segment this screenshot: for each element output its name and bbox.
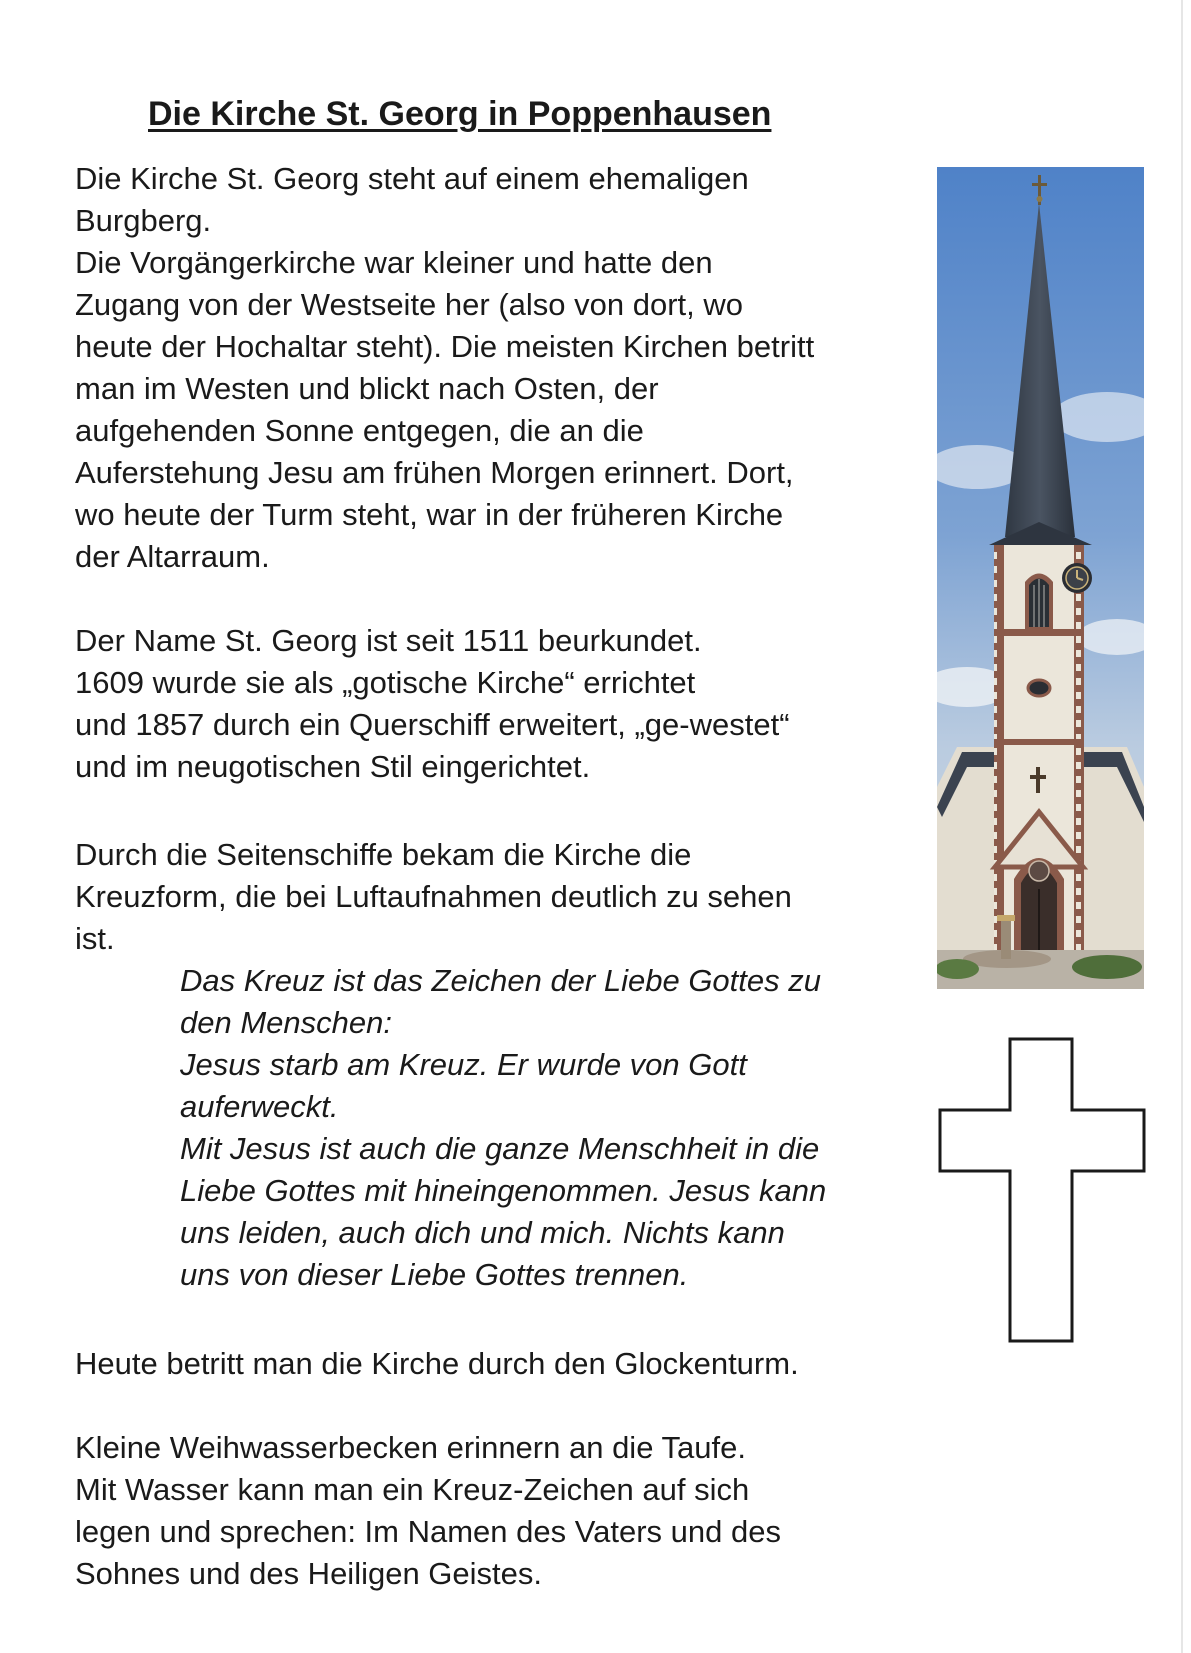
quote-line: uns leiden, auch dich und mich. Nichts kann [180,1215,785,1250]
text-line: Zugang von der Westseite her (also von dort, wo [75,287,743,322]
text-line: 1609 wurde sie als „gotische Kirche“ errichtet [75,665,696,700]
paragraph-entrance [75,1343,915,1385]
paragraph-cross-shape [75,834,915,960]
quote-block [180,960,920,1296]
text-line: der Altarraum. [75,539,270,574]
text-line: Heute betritt man die Kirche durch den Glockenturm. [75,1346,799,1381]
text-line: man im Westen und blickt nach Osten, der [75,371,659,406]
text-line: Mit Wasser kann man ein Kreuz-Zeichen auf sich [75,1472,750,1507]
scan-edge [1181,0,1183,1653]
quote-line: Jesus starb am Kreuz. Er wurde von Gott [180,1047,747,1082]
text-line: heute der Hochaltar steht). Die meisten Kirchen betritt [75,329,815,364]
text-line: Durch die Seitenschiffe bekam die Kirche die [75,837,692,872]
quote-line: Das Kreuz ist das Zeichen der Liebe Gottes zu [180,963,821,998]
text-line: und 1857 durch ein Querschiff erweitert, „ge-westet“ [75,707,790,742]
latin-cross-outline-icon [938,1037,1146,1343]
text-line: Kreuzform, die bei Luftaufnahmen deutlich zu sehen [75,879,792,914]
paragraph-dates [75,620,915,788]
text-line: aufgehenden Sonne entgegen, die an die [75,413,644,448]
text-line: Auferstehung Jesu am frühen Morgen erinnert. Dort, [75,455,794,490]
text-line: Kleine Weihwasserbecken erinnern an die Taufe. [75,1430,746,1465]
church-tower-photo-icon [937,167,1144,989]
quote-line: uns von dieser Liebe Gottes trennen. [180,1257,689,1292]
quote-line: den Menschen: [180,1005,392,1040]
page-title: Die Kirche St. Georg in Poppenhausen [148,94,772,133]
text-line: wo heute der Turm steht, war in der früheren Kirche [75,497,784,532]
paragraph-history [75,158,915,578]
text-line: Burgberg. [75,203,212,238]
text-line: Die Kirche St. Georg steht auf einem ehemaligen [75,161,749,196]
text-line: und im neugotischen Stil eingerichtet. [75,749,591,784]
text-line: Der Name St. Georg ist seit 1511 beurkundet. [75,623,702,658]
quote-line: Mit Jesus ist auch die ganze Menschheit in die [180,1131,820,1166]
text-line: Sohnes und des Heiligen Geistes. [75,1556,543,1591]
quote-line: Liebe Gottes mit hineingenommen. Jesus kann [180,1173,827,1208]
text-line: ist. [75,921,115,956]
quote-line: auferweckt. [180,1089,339,1124]
text-line: Die Vorgängerkirche war kleiner und hatte den [75,245,713,280]
paragraph-holy-water [75,1427,915,1595]
text-line: legen und sprechen: Im Namen des Vaters und des [75,1514,781,1549]
